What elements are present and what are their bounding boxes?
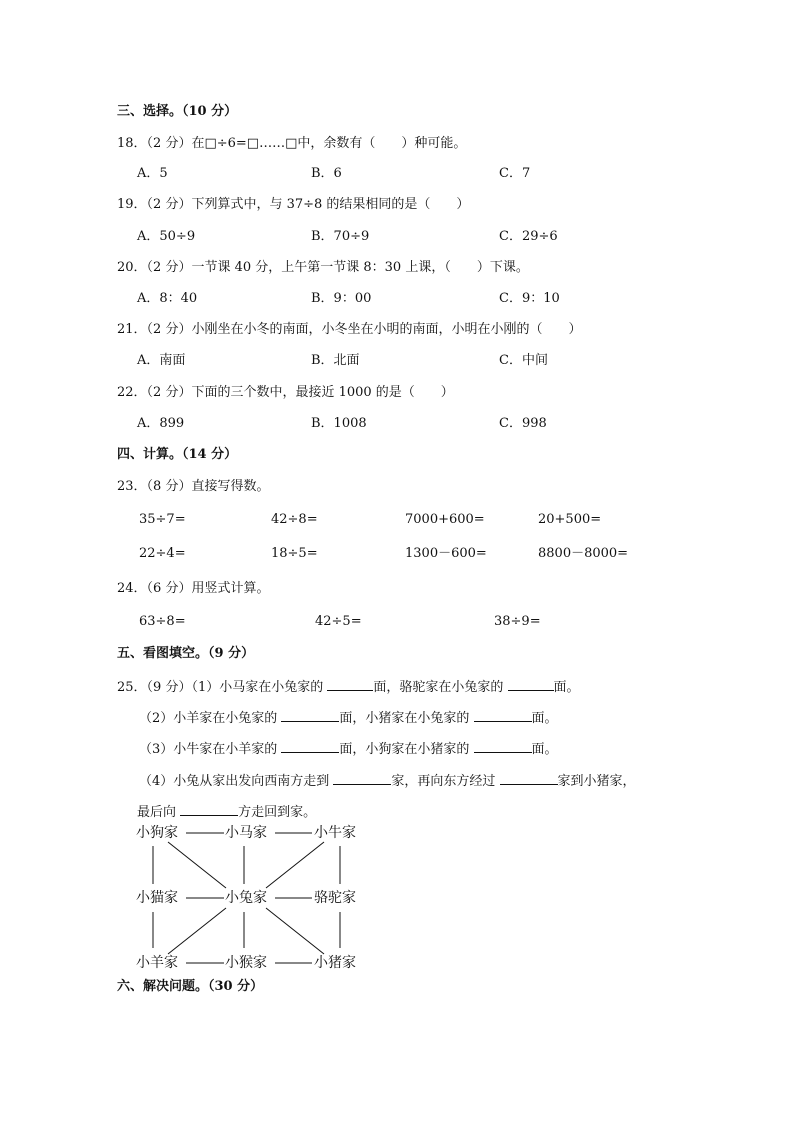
q19-option-b: B．70÷9	[311, 229, 370, 244]
q21-option-b: B．北面	[311, 353, 360, 368]
q20-option-a: A．8：40	[137, 291, 198, 306]
q25-part3	[139, 739, 558, 759]
calc-item: 7000+600=	[405, 512, 485, 527]
q18-option-a: A．5	[137, 166, 168, 181]
q25-part5-text-a: 最后向	[137, 805, 181, 820]
calc-item: 35÷7=	[139, 512, 186, 527]
q25-part1-text-a: 25．（9 分）（1）小马家在小兔家的	[117, 680, 328, 695]
q25-part2-text-a: （2）小羊家在小兔家的	[139, 711, 282, 726]
q25-part1-text-b: 面，骆驼家在小兔家的	[373, 680, 508, 695]
calc-item: 18÷5=	[271, 546, 318, 561]
q22-option-c: C．998	[499, 416, 547, 431]
q18-stem: 18．（2 分）在□÷6=□……□中，余数有（ ）种可能。	[117, 136, 467, 151]
q25-part3-text-a: （3）小牛家在小羊家的	[139, 742, 282, 757]
q22-stem: 22．（2 分）下面的三个数中，最接近 1000 的是（ ）	[117, 385, 454, 400]
map-node-pig: 小猪家	[314, 955, 356, 971]
map-node-rabbit: 小兔家	[225, 890, 267, 906]
calc-item: 20+500=	[538, 512, 602, 527]
q25-part5	[137, 802, 316, 822]
map-node-cow: 小牛家	[314, 825, 356, 841]
map-node-cat: 小猫家	[136, 890, 178, 906]
q25-part3-text-b: 面，小狗家在小猪家的	[339, 742, 474, 757]
answer-blank[interactable]	[327, 677, 373, 691]
answer-blank[interactable]	[281, 739, 339, 753]
q19-stem: 19．（2 分）下列算式中，与 37÷8 的结果相同的是（ ）	[117, 197, 470, 212]
q21-option-c: C．中间	[499, 353, 548, 368]
q25-part4-text-c: 家到小猪家，	[557, 774, 636, 789]
q23-stem: 23．（8 分）直接写得数。	[117, 479, 270, 494]
q24-stem: 24．（6 分）用竖式计算。	[117, 581, 270, 596]
q21-stem: 21．（2 分）小刚坐在小冬的南面，小冬坐在小明的南面，小明在小刚的（ ）	[117, 322, 582, 337]
q25-part1	[117, 677, 580, 697]
map-node-sheep: 小羊家	[136, 955, 178, 971]
section-5-heading: 五、看图填空。（9 分）	[117, 646, 255, 661]
map-node-monkey: 小猴家	[225, 955, 267, 971]
q25-part2	[139, 708, 558, 728]
answer-blank[interactable]	[474, 708, 532, 722]
q25-part1-text-c: 面。	[553, 680, 580, 695]
q20-stem: 20．（2 分）一节课 40 分，上午第一节课 8：30 上课，（ ）下课。	[117, 260, 529, 275]
vertical-calc-item: 63÷8=	[139, 614, 186, 629]
q25-part2-text-b: 面，小猪家在小兔家的	[339, 711, 474, 726]
q20-option-b: B．9：00	[311, 291, 372, 306]
vertical-calc-item: 38÷9=	[494, 614, 541, 629]
q21-option-a: A．南面	[137, 353, 186, 368]
q25-part4-text-a: （4）小兔从家出发向西南方走到	[139, 774, 334, 789]
calc-item: 22÷4=	[139, 546, 186, 561]
q20-option-c: C．9：10	[499, 291, 560, 306]
q25-part3-text-c: 面。	[531, 742, 558, 757]
answer-blank[interactable]	[500, 771, 558, 785]
q25-part2-text-c: 面。	[531, 711, 558, 726]
answer-blank[interactable]	[180, 802, 238, 816]
calc-item: 42÷8=	[271, 512, 318, 527]
calc-item: 8800－8000=	[538, 546, 629, 561]
map-node-horse: 小马家	[225, 825, 267, 841]
q18-option-c: C．7	[499, 166, 531, 181]
q19-option-a: A．50÷9	[137, 229, 196, 244]
q22-option-b: B．1008	[311, 416, 367, 431]
section-6-heading: 六、解决问题。（30 分）	[117, 979, 264, 994]
q25-part4	[139, 771, 636, 791]
q25-part4-text-b: 家，再向东方经过	[391, 774, 500, 789]
section-3-heading: 三、选择。（10 分）	[117, 104, 238, 119]
answer-blank[interactable]	[281, 708, 339, 722]
q25-part5-text-b: 方走回到家。	[238, 805, 317, 820]
answer-blank[interactable]	[508, 677, 554, 691]
section-4-heading: 四、计算。（14 分）	[117, 447, 238, 462]
direction-map	[136, 820, 376, 980]
q19-option-c: C．29÷6	[499, 229, 558, 244]
q18-option-b: B．6	[311, 166, 342, 181]
vertical-calc-item: 42÷5=	[315, 614, 362, 629]
map-node-dog: 小狗家	[136, 825, 178, 841]
calc-item: 1300－600=	[405, 546, 487, 561]
q22-option-a: A．899	[137, 416, 185, 431]
map-node-camel: 骆驼家	[314, 890, 356, 906]
answer-blank[interactable]	[333, 771, 391, 785]
answer-blank[interactable]	[474, 739, 532, 753]
